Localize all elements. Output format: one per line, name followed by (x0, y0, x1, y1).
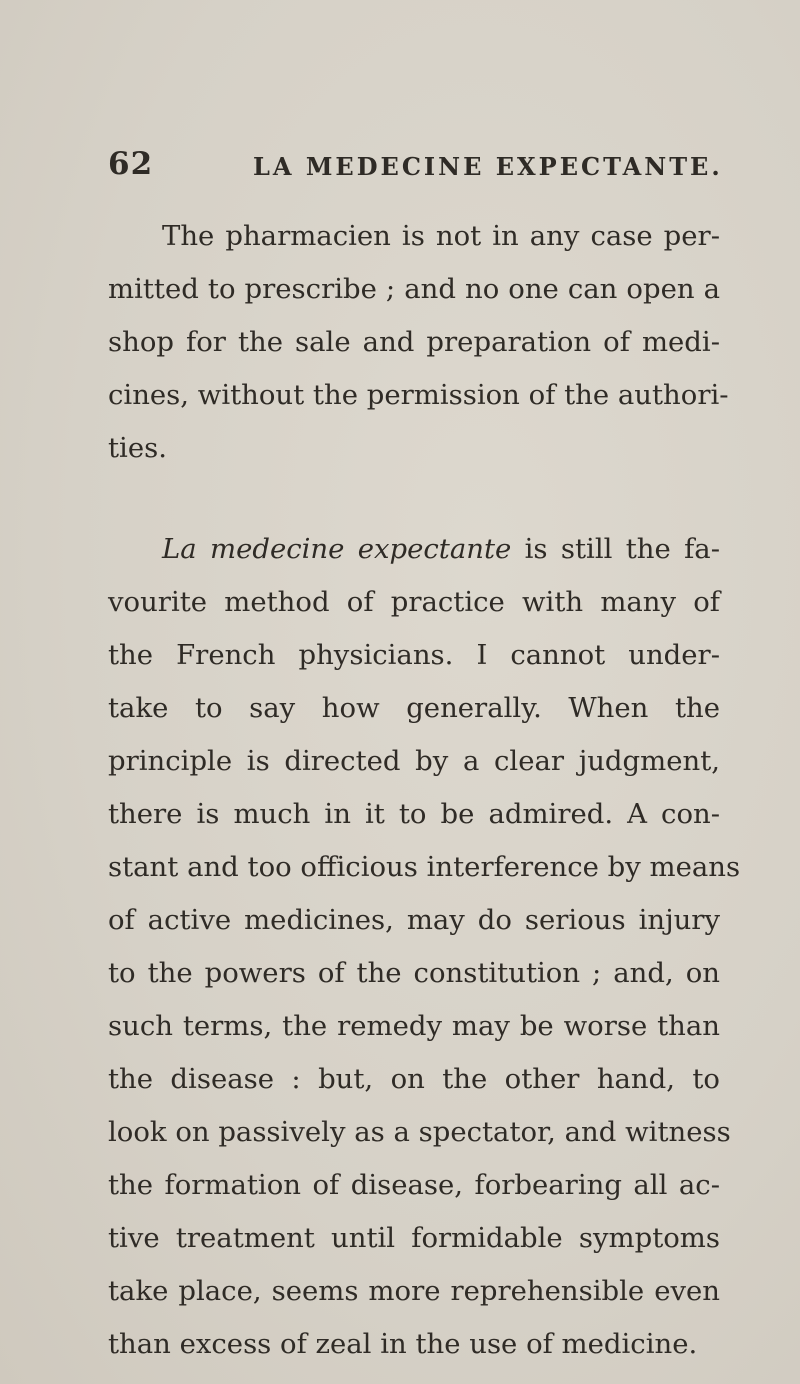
text-line: to the powers of the constitution ; and, on (108, 957, 720, 989)
text-line: cines, without the permission of the authori- (108, 379, 729, 411)
running-title: LA MEDECINE EXPECTANTE. (253, 152, 723, 181)
text-line: The pharmacien is not in any case per- (162, 220, 720, 252)
running-head (108, 146, 748, 196)
text-line: take place, seems more reprehensible even (108, 1275, 720, 1307)
text-line: mitted to prescribe ; and no one can open a (108, 273, 720, 305)
text-run: is still the fa- (511, 533, 720, 565)
page-number: 62 (108, 146, 154, 182)
italic-phrase: La medecine expectante (162, 533, 512, 565)
paragraph-1 (108, 210, 729, 475)
text-line: ties. (108, 432, 167, 464)
body-text (108, 210, 741, 1371)
text-line: such terms, the remedy may be worse than (108, 1010, 720, 1042)
paragraph-gap (108, 475, 720, 523)
text-line: the French physicians. I cannot under- (108, 639, 720, 671)
text-line: look on passively as a spectator, and witness (108, 1116, 731, 1148)
text-line: principle is directed by a clear judgment, (108, 745, 720, 777)
text-line (108, 523, 720, 576)
text-line: stant and too officious interference by means (108, 851, 741, 883)
text-line: vourite method of practice with many of (108, 586, 720, 618)
text-line: the disease : but, on the other hand, to (108, 1063, 720, 1095)
text-line: shop for the sale and preparation of medi- (108, 326, 720, 358)
text-line: take to say how generally. When the (108, 692, 720, 724)
paragraph-2 (108, 523, 741, 1371)
text-line: than excess of zeal in the use of medicine. (108, 1328, 698, 1360)
text-line: the formation of disease, forbearing all ac- (108, 1169, 720, 1201)
text-line: tive treatment until formidable symptoms (108, 1222, 720, 1254)
text-line: of active medicines, may do serious injury (108, 904, 720, 936)
text-line: there is much in it to be admired. A con- (108, 798, 720, 830)
